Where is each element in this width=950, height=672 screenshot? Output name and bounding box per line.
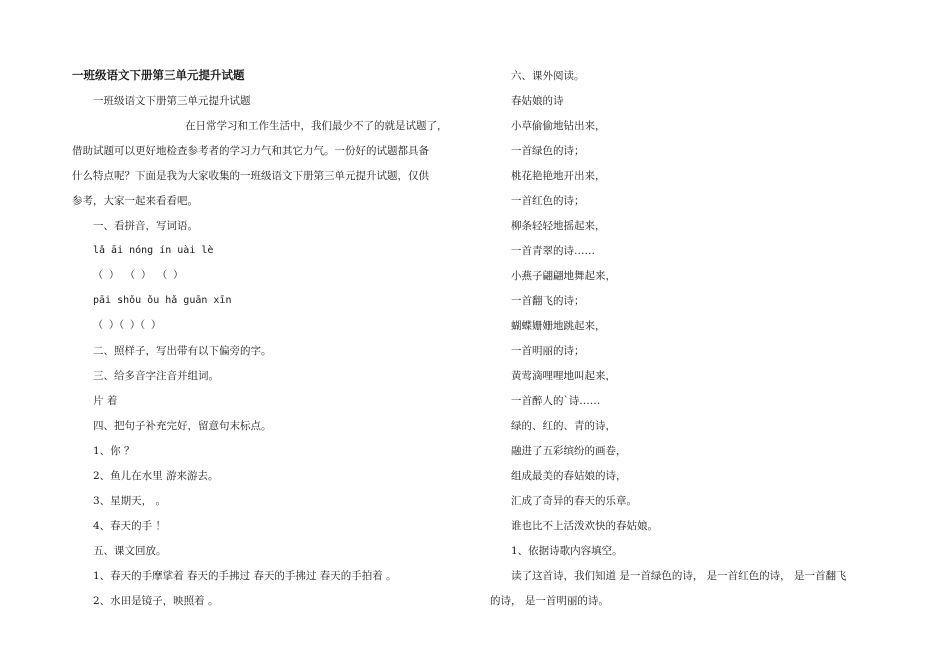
section-6-title: 六、课外阅读。 [511, 70, 585, 82]
document-subtitle: 一班级语文下册第三单元提升试题 [93, 95, 251, 107]
section-5-item-1: 1、春天的手摩挲着 春天的手拂过 春天的手拂过 春天的手拍着 。 [93, 570, 397, 582]
section-4-title: 四、把句子补充完好，留意句末标点。 [93, 420, 272, 432]
section-4-item-3: 3、星期天， 。 [93, 495, 167, 507]
poem-line: 一首醉人的`诗…… [511, 395, 601, 407]
poem-line: 柳条轻轻地摇起来， [511, 220, 606, 232]
poem-line: 绿的、红的、青的诗， [511, 420, 616, 432]
poem-line: 小燕子翩翩地舞起来， [511, 270, 616, 282]
section-5-item-2: 2、水田是镜子，映照着 。 [93, 595, 219, 607]
poem-line: 融进了五彩缤纷的画卷， [511, 445, 627, 457]
poem-line: 一首青翠的诗…… [511, 245, 595, 257]
section-1-title: 一、看拼音，写词语。 [93, 220, 198, 232]
pinyin-line-2: pāi shǒu ǒu hǎ guān xīn [93, 295, 232, 306]
poem-line: 黄莺滴哩哩地叫起来， [511, 370, 616, 382]
poem-line: 一首绿色的诗； [511, 145, 585, 157]
section-4-item-1: 1、你 ？ [93, 445, 135, 457]
poem-line: 一首红色的诗； [511, 195, 585, 207]
intro-line-1: 在日常学习和工作生活中，我们最少不了的就是试题了， [185, 120, 448, 132]
intro-line-4: 参考，大家一起来看看吧。 [72, 195, 198, 207]
intro-line-3: 什么特点呢？下面是我为大家收集的一班级语文下册第三单元提升试题，仅供 [72, 170, 429, 182]
poem-line: 小草偷偷地钻出来， [511, 120, 606, 132]
section-4-item-4: 4、春天的手 ！ [93, 520, 167, 532]
question-1-line-2: 的诗， 是一首明丽的诗。 [490, 595, 609, 607]
poem-line: 一首明丽的诗； [511, 345, 585, 357]
poem-line: 谁也比不上活泼欢快的春姑娘。 [511, 520, 658, 532]
document-title: 一班级语文下册第三单元提升试题 [72, 68, 245, 82]
section-4-item-2: 2、鱼儿在水里 游来游去。 [93, 470, 219, 482]
intro-line-2: 借助试题可以更好地检查参考者的学习力气和其它力气。一份好的试题都具备 [72, 145, 429, 157]
question-1-line-1: 读了这首诗，我们知道 是一首绿色的诗， 是一首红色的诗， 是一首翻飞 [511, 570, 847, 582]
question-1-title: 1、依据诗歌内容填空。 [511, 545, 623, 557]
section-5-title: 五、课文回放。 [93, 545, 167, 557]
pinyin-line-1: lǎ āi nóng ín uài lè [93, 245, 214, 256]
poem-line: 汇成了奇异的春天的乐章。 [511, 495, 637, 507]
section-2-title: 二、照样子，写出带有以下偏旁的字。 [93, 345, 272, 357]
answer-blanks-2: （ ）（ ）（ ） [93, 320, 162, 331]
poem-line: 一首翻飞的诗； [511, 295, 585, 307]
poem-title: 春姑娘的诗 [511, 95, 564, 107]
section-3-title: 三、给多音字注音并组词。 [93, 370, 219, 382]
poem-line: 组成最美的春姑娘的诗， [511, 470, 627, 482]
poem-line: 桃花艳艳地开出来， [511, 170, 606, 182]
poem-line: 蝴蝶姗姗地跳起来， [511, 320, 606, 332]
section-3-characters: 片 着 [93, 395, 118, 407]
answer-blanks-1: （ ） （ ） （ ） [93, 270, 184, 281]
